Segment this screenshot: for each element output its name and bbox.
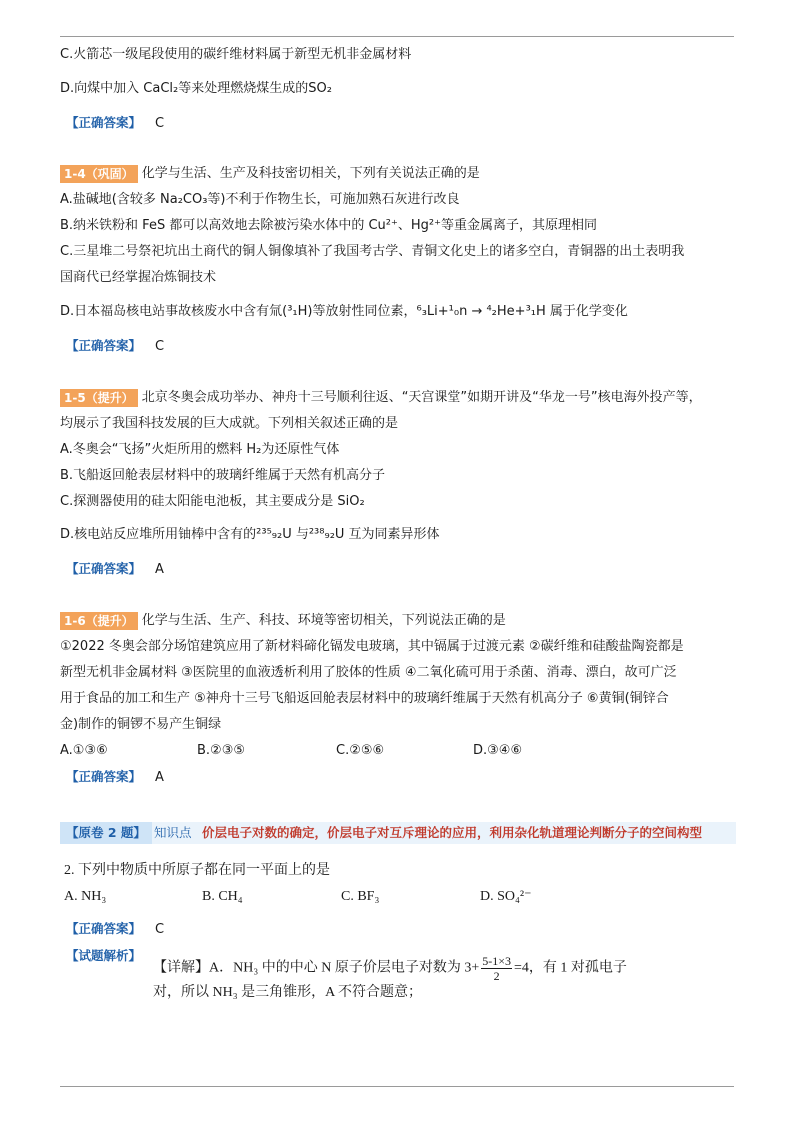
q1-5-option-b: B.飞船返回舱表层材料中的玻璃纤维属于天然有机高分子 xyxy=(60,468,386,483)
original-question-tag: 【原卷 2 题】 xyxy=(60,822,152,844)
q1-4-answer-row xyxy=(66,337,164,356)
q2-detail-suffix: =4，有 1 对孤电子 xyxy=(513,960,627,976)
answer-value: C xyxy=(155,922,165,937)
q2-option-d: D. SO₄²⁻ xyxy=(480,889,532,904)
answer-label: 【正确答案】 xyxy=(66,561,142,576)
q1-6-badge: 1-6（提升） xyxy=(60,612,138,630)
q2-detail-prefix: 【详解】A．NH₃ 中的中心 N 原子价层电子对数为 3+ xyxy=(153,960,480,976)
q2-analysis xyxy=(66,946,141,964)
answer-label: 【正确答案】 xyxy=(66,769,142,784)
knowledge-point-value: 价层电子对数的确定，价层电子对互斥理论的应用，利用杂化轨道理论判断分子的空间构型 xyxy=(202,825,703,840)
q1-6-answer-row xyxy=(66,768,164,787)
q1-4-option-b: B.纳米铁粉和 FeS 都可以高效地去除被污染水体中的 Cu²⁺、Hg²⁺等重金属离子，其原理相同 xyxy=(60,218,597,233)
q2-answer-row xyxy=(66,920,164,939)
q1-5-option-d: D.核电站反应堆所用铀棒中含有的²³⁵₉₂U 与²³⁸₉₂U 互为同素异形体 xyxy=(60,527,440,542)
q1-3-option-d: D.向煤中加入 CaCl₂等来处理燃烧煤生成的SO₂ xyxy=(60,81,332,96)
analysis-label: 【试题解析】 xyxy=(66,948,142,963)
q2-detail-line2: 对，所以 NH₃ 是三角锥形，A 不符合题意； xyxy=(153,985,422,1000)
q1-6-body-line2: 新型无机非金属材料 ③医院里的血液透析利用了胶体的性质 ④二氧化硫可用于杀菌、消毒、漂白，故可广泛 xyxy=(60,665,677,680)
answer-label: 【正确答案】 xyxy=(66,921,142,936)
q1-6-option-a: A.①③⑥ xyxy=(60,743,108,758)
knowledge-point-bar xyxy=(60,822,736,844)
top-rule xyxy=(60,36,734,37)
q1-4-stem: 化学与生活、生产及科技密切相关，下列有关说法正确的是 xyxy=(141,166,480,181)
q1-5-stem-line1: 北京冬奥会成功举办、神舟十三号顺利往返、“天宫课堂”如期开讲及“华龙一号”核电海外投产等， xyxy=(141,390,702,405)
q1-6-option-d: D.③④⑥ xyxy=(473,743,523,758)
q1-4-option-d: D.日本福岛核电站事故核废水中含有氚(³₁H)等放射性同位素，⁶₃Li+¹₀n → ⁴₂He+³₁H 属于化学变化 xyxy=(60,304,628,319)
q1-6-option-b: B.②③⑤ xyxy=(197,743,246,758)
q1-5-stem-row xyxy=(60,389,702,407)
answer-value: C xyxy=(155,339,165,354)
fraction-denominator: 2 xyxy=(493,969,500,983)
q1-5-badge: 1-5（提升） xyxy=(60,389,138,407)
q2-option-a: A. NH₃ xyxy=(64,889,107,904)
answer-value: A xyxy=(155,770,164,785)
q1-5-option-a: A.冬奥会“飞扬”火炬所用的燃料 H₂为还原性气体 xyxy=(60,442,340,457)
q1-6-body-line3: 用于食品的加工和生产 ⑤神舟十三号飞船返回舱表层材料中的玻璃纤维属于天然有机高分子 ⑥黄铜(铜锌合 xyxy=(60,691,669,706)
q1-5-answer-row xyxy=(66,560,164,579)
q1-4-option-a: A.盐碱地(含较多 Na₂CO₃等)不利于作物生长，可施加熟石灰进行改良 xyxy=(60,192,460,207)
fraction-numerator: 5-1×3 xyxy=(482,954,511,968)
answer-value: A xyxy=(155,562,164,577)
q2-option-c: C. BF₃ xyxy=(341,889,380,904)
bottom-rule xyxy=(60,1086,734,1087)
q1-5-stem-line2: 均展示了我国科技发展的巨大成就。下列相关叙述正确的是 xyxy=(60,416,399,431)
q1-6-body-line1: ①2022 冬奥会部分场馆建筑应用了新材料碲化镉发电玻璃，其中镉属于过渡元素 ②碳纤维和硅酸盐陶瓷都是 xyxy=(60,639,684,654)
q1-6-stem-row xyxy=(60,612,506,630)
q2-detail-line1 xyxy=(153,954,627,983)
q1-3-option-c: C.火箭芯一级尾段使用的碳纤维材料属于新型无机非金属材料 xyxy=(60,47,412,62)
q1-3-answer-row xyxy=(66,114,164,133)
q1-4-badge: 1-4（巩固） xyxy=(60,165,138,183)
q1-5-option-c: C.探测器使用的硅太阳能电池板，其主要成分是 SiO₂ xyxy=(60,494,365,509)
q1-6-option-c: C.②⑤⑥ xyxy=(336,743,385,758)
q2-option-b: B. CH₄ xyxy=(202,889,243,904)
q1-4-option-c-line1: C.三星堆二号祭祀坑出土商代的铜人铜像填补了我国考古学、青铜文化史上的诸多空白，青铜器的出土表明我 xyxy=(60,244,685,259)
answer-value: C xyxy=(155,116,165,131)
q2-stem: 2. 下列中物质中所原子都在同一平面上的是 xyxy=(64,863,330,878)
q1-4-stem-row xyxy=(60,165,480,183)
knowledge-point-label: 知识点 xyxy=(154,825,192,840)
answer-label: 【正确答案】 xyxy=(66,338,142,353)
q1-6-stem: 化学与生活、生产、科技、环境等密切相关，下列说法正确的是 xyxy=(141,613,506,628)
q1-6-body-line4: 金)制作的铜锣不易产生铜绿 xyxy=(60,717,222,732)
q2-fraction xyxy=(481,954,512,983)
answer-label: 【正确答案】 xyxy=(66,115,142,130)
q1-4-option-c-line2: 国商代已经掌握冶炼铜技术 xyxy=(60,270,217,285)
